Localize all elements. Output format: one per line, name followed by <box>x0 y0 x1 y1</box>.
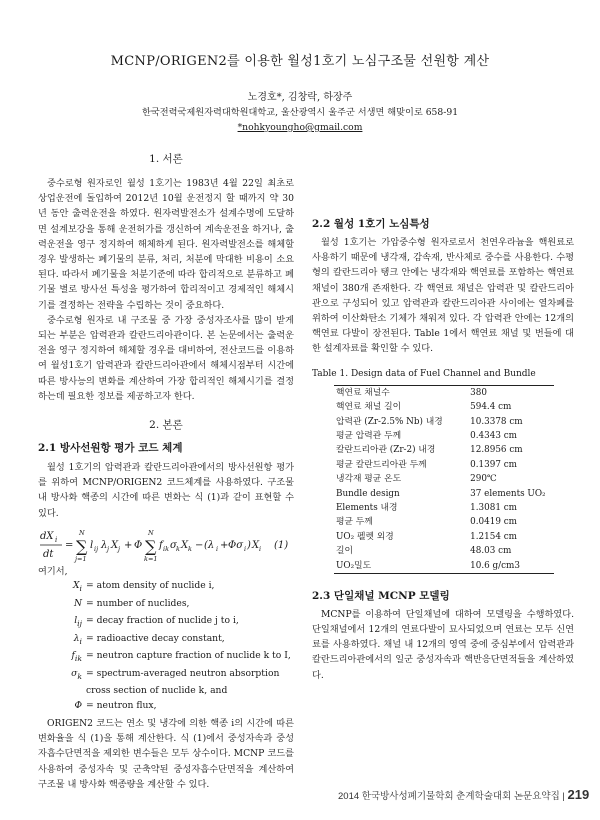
table-cell-value: 0.0419 cm <box>470 517 517 528</box>
svg-text:X: X <box>111 539 119 551</box>
decay-equation <box>38 521 294 565</box>
table-cell-label: 칼란드리아관 (Zr-2) 내경 <box>336 445 436 456</box>
table-cell-value: 10.3378 cm <box>470 416 523 427</box>
section-2-3-paragraph: MCNP를 이용하여 단일채널에 대하여 모델링을 수행하였다. 단일채널에서 12개의 연료다발이 묘사되었으며 연료는 모두 신연료를 사용하였다. 채널 내 12개의 영역 중에 중심부에서 압력관과 칼란드리아관에서의 일군 중성자속과 핵반응단면적들을 계산하였다. <box>312 608 574 681</box>
svg-text:i: i <box>55 535 58 544</box>
definition-symbol: $\lambda_i$ <box>73 632 82 646</box>
author-email-link[interactable]: *nohkyoungho@gmail.com <box>237 122 363 133</box>
section-2-1-paragraph-2: ORIGEN2 코드는 연소 및 냉각에 의한 핵종 i의 시간에 따른 변화율을 식 (1)을 통해 계산한다. 식 (1)에서 중성자속과 중성자흡수단면적을 제외한 변수들은 모두 상수이다. MCNP 코드를 사용하여 중성자속 및 군축약된 중성자흡수단면적을 계산하여 구조물 내 방사화 핵종량을 계산할 수 있다. <box>38 718 294 790</box>
svg-text:N: N <box>148 528 154 537</box>
definition-text: = decay fraction of nuclide j to i, <box>86 615 239 627</box>
definition-symbol: $f_{ik}$ <box>71 650 82 663</box>
section-2-2-paragraph: 월성 1호기는 가압중수형 원자로로서 천연우라늄을 핵원료로 사용하기 때문에 냉각재, 감속재, 반사체로 중수를 사용한다. 수평형의 칼란드리아 탱크 안에는 냉각재와 핵연료를 포함하는 핵연료 채널이 380개 존재한다. 각 핵연료 채널은 압력관 및 칼란드리아관으로 구성되어 있고 압력관과 칼란드리아관 사이에는 열차폐를 위하여 이산화탄소 기체가 채워져 있다. 각 압력관 안에는 12개의 핵연료 다발이 장전된다. Table 1에서 핵연료 채널 및 번들에 대한 설계자료를 확인할 수 있다. <box>312 237 574 355</box>
table-caption: Table 1. Design data of Fuel Channel and Bundle <box>312 368 536 379</box>
definition-row <box>38 667 294 684</box>
table-row <box>334 429 554 443</box>
svg-text:N: N <box>79 528 85 537</box>
svg-text:=: = <box>65 539 74 551</box>
svg-text:j=1: j=1 <box>75 554 87 563</box>
table-cell-label: 평균 압력관 두께 <box>336 430 402 441</box>
svg-text:f: f <box>159 539 163 551</box>
equation-number: (1) <box>274 539 289 551</box>
table-cell-value: 10.6 g/cm3 <box>452 558 554 573</box>
svg-text:Φσ: Φσ <box>228 539 244 551</box>
definition-symbol: N <box>73 597 82 609</box>
svg-text:(λ: (λ <box>204 539 215 551</box>
table-cell-value: 0.4343 cm <box>470 430 517 441</box>
svg-text:X: X <box>252 539 260 551</box>
intro-paragraph-2: 중수로형 원자로 내 구조물 중 가장 중성자조사를 많이 받게 되는 부분은 압력관과 칼란드리아관이다. 본 논문에서는 출력운전을 영구 정지하여 해체할 경우를 대비하여, 전산코드를 이용하여 월성1호기 압력관과 칼란드리아관에서 해체시점부터 시간에 따른 방사능의 변화를 계산하여 가장 합리적인 해체시기를 결정하는데 필요한 정보를 제공하고자 한다. <box>38 314 294 402</box>
definition-text: = number of nuclides, <box>86 597 190 609</box>
section-1-heading: 1. 서론 <box>149 153 183 165</box>
subsection-2-1-heading: 2.1 방사선원항 평가 코드 체계 <box>38 442 183 455</box>
definition-text: = spectrum-averaged neutron absorption <box>86 667 280 679</box>
svg-text:ik: ik <box>163 544 170 553</box>
svg-text:∑: ∑ <box>76 536 88 556</box>
page-footer <box>338 787 589 802</box>
definition-row <box>38 632 294 649</box>
table-cell-value: 290℃ <box>470 474 497 485</box>
table-row <box>334 458 554 472</box>
paper-affiliation: 한국전력국제원자력대학원대학교, 울산광역시 울주군 서생면 해맞이로 658-91 <box>141 107 459 118</box>
definition-row <box>38 579 294 596</box>
definition-row <box>38 649 294 666</box>
definition-row <box>38 699 294 716</box>
definition-symbol: $\sigma_k$ <box>71 667 82 681</box>
right-column-body <box>312 216 574 683</box>
table-cell-value: 12.8956 cm <box>470 445 523 456</box>
table-cell-value: 1.2154 cm <box>470 531 517 542</box>
svg-text:−: − <box>195 539 204 551</box>
paper-authors: 노경호*, 김창락, 하장주 <box>247 92 353 103</box>
definition-text: = atom density of nuclide i, <box>86 580 215 592</box>
definition-text: = radioactive decay constant, <box>86 632 225 644</box>
svg-text:ij: ij <box>94 544 99 553</box>
table-cell-value: 594.4 cm <box>470 402 512 413</box>
table-row <box>334 414 554 428</box>
table-cell-label: UO₂밀도 <box>334 558 452 573</box>
svg-text:i: i <box>259 544 262 553</box>
svg-text:∑: ∑ <box>145 536 157 556</box>
definition-text: = neutron capture fraction of nuclide k to I, <box>86 650 291 662</box>
definition-row <box>38 597 294 614</box>
table-cell-label: Elements 내경 <box>336 502 398 513</box>
paper-title: MCNP/ORIGEN2를 이용한 월성1호기 노심구조물 선원항 계산 <box>110 54 490 69</box>
table-cell-value: 48.03 cm <box>470 546 512 557</box>
table-row <box>334 515 554 529</box>
table-cell-value: 1.3081 cm <box>470 502 517 513</box>
svg-text:+: + <box>220 539 229 551</box>
svg-text:j: j <box>118 544 121 553</box>
svg-text:k: k <box>176 544 180 553</box>
definition-row <box>38 684 294 699</box>
svg-text:λ: λ <box>101 539 108 551</box>
left-column <box>38 150 294 792</box>
table-cell-label: 압력관 (Zr-2.5% Nb) 내경 <box>336 416 443 427</box>
svg-text:dX: dX <box>40 530 54 542</box>
definition-symbol: $X_i$ <box>73 580 82 594</box>
definition-text: cross section of nuclide k, and <box>86 684 228 696</box>
subsection-2-2-heading: 2.2 월성 1호기 노심특성 <box>312 218 430 230</box>
footer-separator: | <box>562 791 565 802</box>
svg-text:σ: σ <box>170 539 177 551</box>
footer-proceedings-title: 2014 한국방사성폐기물학회 춘계학술대회 논문요약집 <box>338 791 560 802</box>
definition-symbol <box>38 684 86 699</box>
definition-symbol: $l_{ij}$ <box>74 615 82 629</box>
equation-graphic <box>38 521 294 565</box>
table-cell-value: 380 <box>452 385 554 400</box>
page-number: 219 <box>567 787 590 802</box>
svg-text:dt: dt <box>43 548 54 560</box>
table-row <box>334 472 554 486</box>
section-2-1-paragraph-1: 월성 1호기의 압력관과 칼란드리아관에서의 방사선원항 평가를 위하여 MCNP/ORIGEN2 코드체계를 사용하였다. 구조물내 방사화 핵종의 시간에 따른 변화는 식 (1)과 같이 표현할 수 있다. <box>38 462 294 519</box>
definition-row <box>38 614 294 631</box>
design-data-table <box>334 385 554 574</box>
svg-text:X: X <box>181 539 189 551</box>
svg-text:i: i <box>216 544 219 553</box>
table-cell-label: 평균 칼란드리아관 두께 <box>336 459 427 470</box>
svg-text:k: k <box>188 544 192 553</box>
table-cell-label: 핵연료 채널 길이 <box>336 402 402 413</box>
table-row <box>334 400 554 414</box>
svg-text:Φ: Φ <box>134 539 143 551</box>
svg-text:): ) <box>247 539 251 551</box>
subsection-2-3-heading: 2.3 단일채널 MCNP 모델링 <box>312 589 450 602</box>
table-cell-value: 0.1397 cm <box>470 459 517 470</box>
table-row <box>334 486 554 500</box>
definition-symbol: Φ <box>74 699 82 711</box>
table-row <box>334 544 554 558</box>
table-cell-value: 37 elements UO₂ <box>470 488 546 499</box>
variable-definitions <box>38 565 294 716</box>
table-cell-label: 핵연료 채널수 <box>334 385 452 400</box>
definition-text: = neutron flux, <box>86 699 157 711</box>
table-row <box>334 558 554 573</box>
svg-text:k=1: k=1 <box>144 554 158 563</box>
table-cell-label: 길이 <box>336 546 353 557</box>
svg-text:i: i <box>244 544 247 553</box>
table-row <box>334 385 554 400</box>
where-intro: 여기서, <box>38 565 68 577</box>
table-row <box>334 530 554 544</box>
section-2-heading: 2. 본론 <box>149 419 183 432</box>
table-row <box>334 443 554 457</box>
table-row <box>334 501 554 515</box>
table-cell-label: 냉각재 평균 온도 <box>336 474 402 485</box>
table-cell-label: Bundle design <box>336 488 400 499</box>
table-cell-label: 평균 두께 <box>336 517 373 528</box>
table-cell-label: UO₂ 펠렛 외경 <box>336 531 394 542</box>
svg-text:+: + <box>124 539 133 551</box>
svg-text:j: j <box>107 544 110 553</box>
intro-paragraph-1: 중수로형 원자로인 월성 1호기는 1983년 4월 22일 최초로 상업운전에 돌입하여 2012년 10월 운전정지 할 때까지 약 30년 동안 출력운전을 하였다. 원자력발전소가 설계수명에 도달하면 설계보강을 통해 운전허가를 갱신하여 계속운전을 하거나, 출력운전을 영구 정지하여 해체하게 된다. 원자력발전소를 해체할 경우 발생하는 폐기물의 분류, 처리, 처분에 막대한 비용이 소요된다. 따라서 폐기물을 처분기준에 따라 합리적으로 분류하고 폐기물 별로 방사선 특성을 평가하여 합리적이고 경제적인 해체시기를 결정하는 전략을 수립하는 것이 중요하다. <box>38 178 294 311</box>
svg-text:l: l <box>90 539 94 551</box>
